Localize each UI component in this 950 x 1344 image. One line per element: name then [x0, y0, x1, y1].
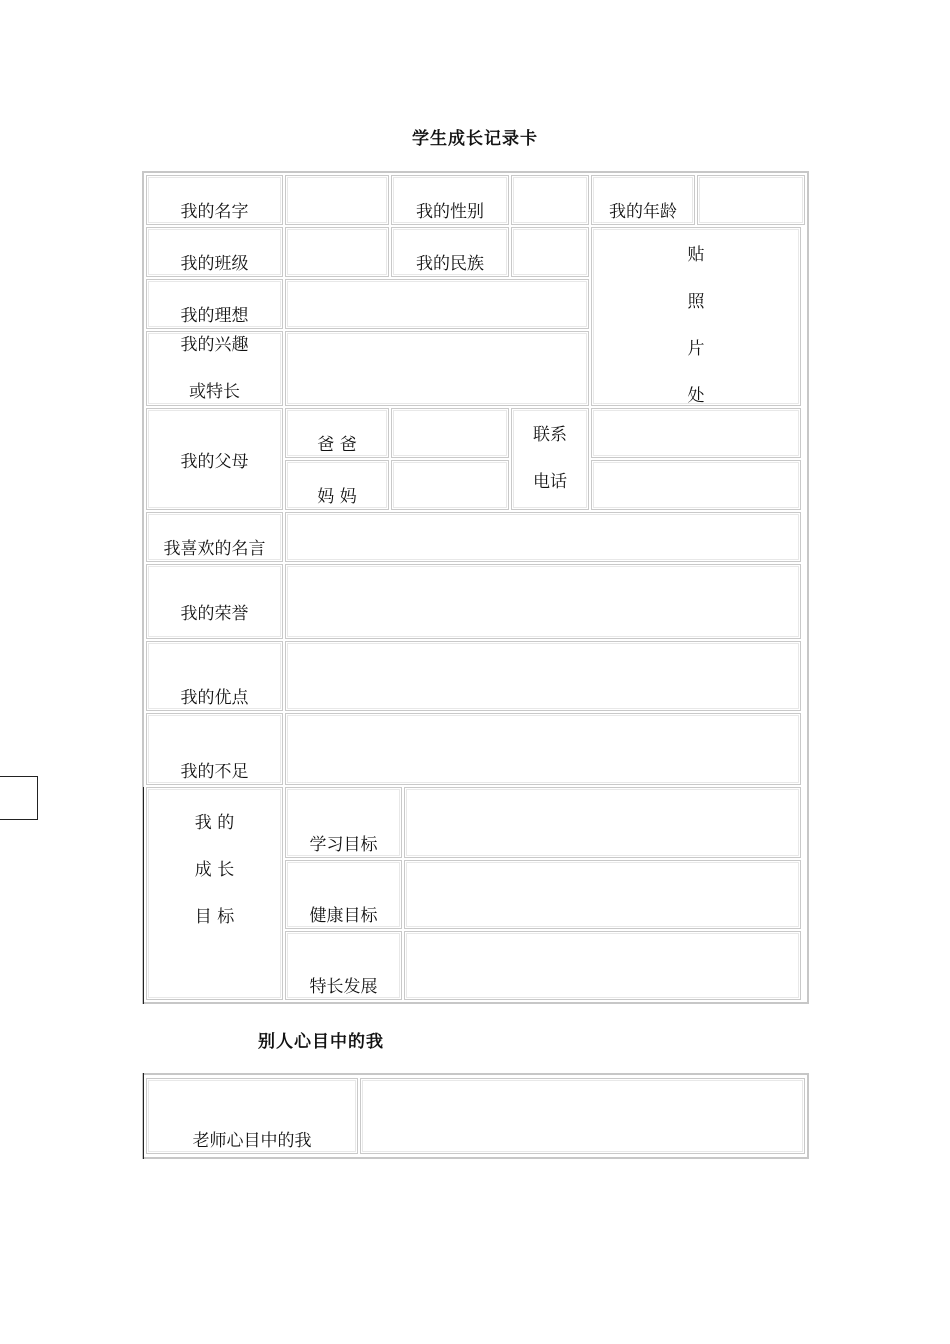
gender-label: 我的性别	[391, 175, 509, 225]
ideal-label: 我的理想	[146, 279, 283, 329]
photo-char: 处	[687, 386, 705, 406]
class-label: 我的班级	[146, 227, 283, 277]
talent-goal-label: 特长发展	[285, 931, 402, 1000]
page-title: 学生成长记录卡	[412, 129, 538, 149]
interest-label-line: 我的兴趣	[180, 334, 249, 355]
section2-title: 别人心目中的我	[258, 1032, 384, 1052]
age-value-cell[interactable]	[697, 175, 805, 225]
contact-label-line: 电话	[533, 472, 567, 492]
ethnicity-value-cell[interactable]	[511, 227, 589, 277]
teacher-view-value-cell[interactable]	[360, 1078, 805, 1154]
weaknesses-value-cell[interactable]	[285, 713, 801, 785]
interest-label-line: 或特长	[189, 381, 240, 402]
weaknesses-label: 我的不足	[146, 713, 283, 785]
left-border-line	[143, 787, 144, 1004]
health-goal-value-cell[interactable]	[404, 860, 801, 929]
age-label: 我的年龄	[591, 175, 695, 225]
growth-goals-label	[146, 787, 283, 1000]
strengths-value-cell[interactable]	[285, 641, 801, 711]
motto-label: 我喜欢的名言	[146, 512, 283, 562]
dad-phone-cell[interactable]	[591, 408, 801, 458]
class-value-cell[interactable]	[285, 227, 389, 277]
talent-goal-value-cell[interactable]	[404, 931, 801, 1000]
study-goal-value-cell[interactable]	[404, 787, 801, 858]
parents-label: 我的父母	[146, 408, 283, 510]
dad-name-cell[interactable]	[391, 408, 509, 458]
photo-char: 贴	[687, 245, 705, 265]
mom-label: 妈 妈	[285, 460, 389, 510]
photo-placeholder[interactable]	[591, 227, 801, 406]
left-border-line-2	[143, 1073, 144, 1159]
name-label: 我的名字	[146, 175, 283, 225]
growth-goals-line: 目 标	[194, 907, 235, 927]
motto-value-cell[interactable]	[285, 512, 801, 562]
name-value-cell[interactable]	[285, 175, 389, 225]
growth-goals-line: 我 的	[194, 813, 235, 833]
ethnicity-label: 我的民族	[391, 227, 509, 277]
health-goal-label: 健康目标	[285, 860, 402, 929]
teacher-view-label: 老师心目中的我	[146, 1078, 358, 1154]
honors-label: 我的荣誉	[146, 564, 283, 639]
contact-phone-label	[511, 408, 589, 510]
gender-value-cell[interactable]	[511, 175, 589, 225]
margin-box	[0, 776, 38, 820]
honors-value-cell[interactable]	[285, 564, 801, 639]
study-goal-label: 学习目标	[285, 787, 402, 858]
ideal-value-cell[interactable]	[285, 279, 589, 329]
contact-label-line: 联系	[533, 425, 567, 445]
mom-name-cell[interactable]	[391, 460, 509, 510]
interest-label	[146, 331, 283, 406]
photo-char: 片	[687, 339, 705, 359]
strengths-label: 我的优点	[146, 641, 283, 711]
interest-value-cell[interactable]	[285, 331, 589, 406]
growth-goals-line: 成 长	[194, 860, 235, 880]
dad-label: 爸 爸	[285, 408, 389, 458]
mom-phone-cell[interactable]	[591, 460, 801, 510]
photo-char: 照	[687, 292, 705, 312]
